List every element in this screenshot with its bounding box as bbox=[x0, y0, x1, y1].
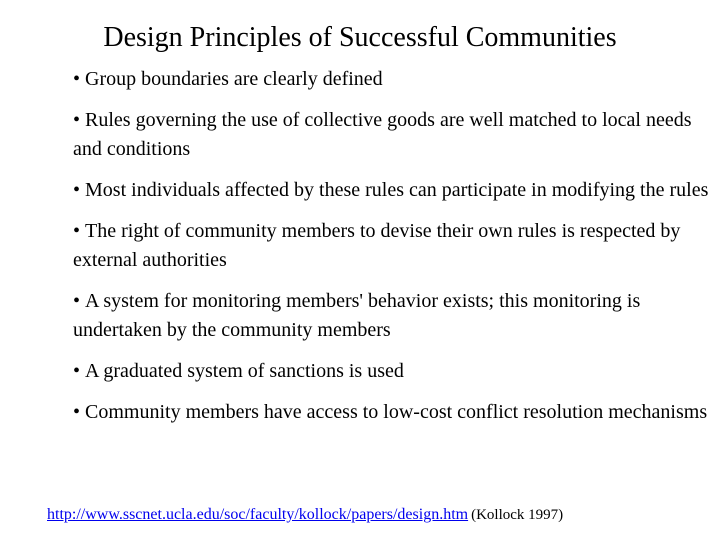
bullet-icon: • bbox=[73, 360, 81, 382]
bullet-icon: • bbox=[73, 401, 81, 423]
bullet-item bbox=[73, 287, 713, 345]
slide-title: Design Principles of Successful Communities bbox=[103, 22, 617, 53]
bullet-icon: • bbox=[73, 220, 81, 242]
bullet-item bbox=[73, 357, 713, 386]
citation bbox=[47, 503, 717, 527]
bullet-text: The right of community members to devise their own rules is respected by external authorities bbox=[73, 220, 681, 271]
bullet-text: Community members have access to low-cost conflict resolution mechanisms bbox=[85, 401, 708, 423]
bullet-text: Most individuals affected by these rules can participate in modifying the rules bbox=[85, 179, 709, 201]
bullet-item bbox=[73, 176, 713, 205]
bullet-text: Rules governing the use of collective goods are well matched to local needs and conditions bbox=[73, 109, 692, 160]
source-link[interactable]: http://www.sscnet.ucla.edu/soc/faculty/kollock/papers/design.htm bbox=[47, 506, 469, 523]
bullet-list bbox=[73, 65, 713, 439]
bullet-item bbox=[73, 65, 713, 94]
bullet-icon: • bbox=[73, 179, 81, 201]
bullet-item bbox=[73, 217, 713, 275]
bullet-item bbox=[73, 398, 713, 427]
bullet-text: Group boundaries are clearly defined bbox=[85, 68, 383, 90]
bullet-icon: • bbox=[73, 290, 81, 312]
citation-reference: (Kollock 1997) bbox=[471, 507, 564, 523]
bullet-item bbox=[73, 106, 713, 164]
bullet-text: A system for monitoring members' behavior exists; this monitoring is undertaken by the community members bbox=[73, 290, 641, 341]
bullet-text: A graduated system of sanctions is used bbox=[85, 360, 404, 382]
bullet-icon: • bbox=[73, 68, 81, 90]
bullet-icon: • bbox=[73, 109, 81, 131]
